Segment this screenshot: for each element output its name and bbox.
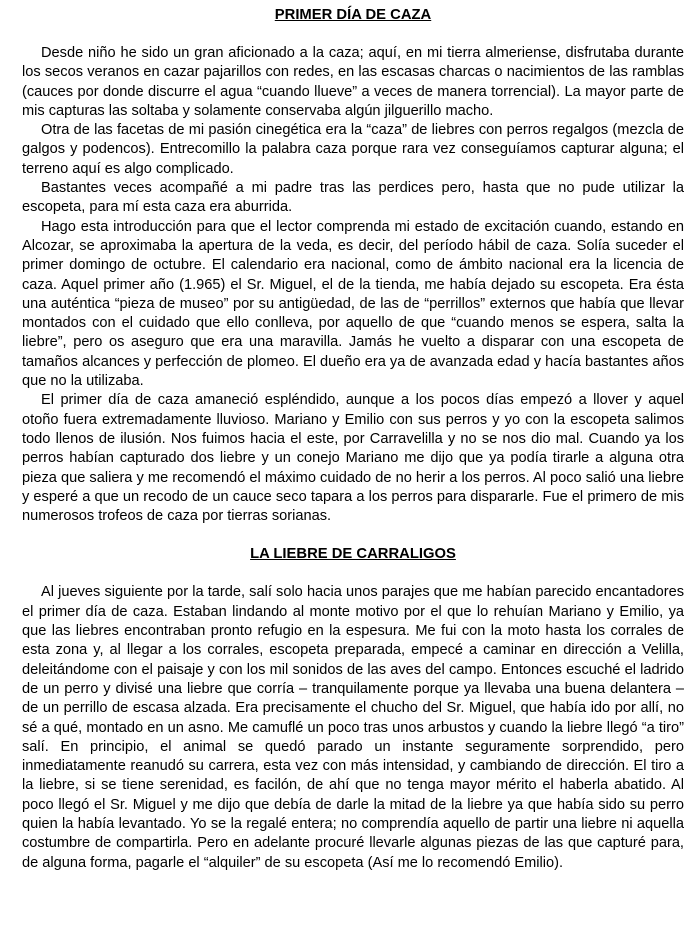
paragraph: Bastantes veces acompañé a mi padre tras las perdices pero, hasta que no pude utilizar la escopeta, para mí esta caza era aburrida. xyxy=(22,180,684,216)
paragraph: Otra de las facetas de mi pasión cinegética era la “caza” de liebres con perros regalgos (mezcla de galgos y podencos). Entrecomillo la palabra caza porque rara vez conseguíamos capturar alguna; el terreno aquí es algo complicado. xyxy=(22,122,684,177)
section-title-liebre-carraligos: LA LIEBRE DE CARRALIGOS xyxy=(250,546,456,563)
paragraph: Hago esta introducción para que el lector comprenda mi estado de excitación cuando, estando en Alcozar, se aproximaba la apertura de la veda, es decir, del período hábil de caza. Solía suceder el primer domingo de octubre. El calendario era nacional, como de ámbito nacional era la licencia de caza. Aquel primer año (1.965) el Sr. Miguel, el de la tienda, me había dejado su escopeta. Era ésta una auténtica “pieza de museo” por su antigüedad, de las de “perrillos” externos que había que llevar montados con el cuidado que ello conlleva, por aquello de que “cuando menos se espera, salta la liebre”, pero os aseguro que era una maravilla. Jamás he vuelto a disparar con una escopeta de tamaños alcances y perfección de plomeo. El dueño era ya de avanzada edad y hacía bastantes años que no la utilizaba. xyxy=(22,218,684,390)
paragraph: Desde niño he sido un gran aficionado a la caza; aquí, en mi tierra almeriense, disfrutaba durante los secos veranos en cazar pajarillos con redes, en las escasas charcas o nacimientos de las ramblas (cauces por donde discurre el agua “cuando llueve” a veces de manera torrencial). La mayor parte de mis capturas las soltaba y solamente conservaba algún jilguerillo macho. xyxy=(22,45,684,119)
paragraph: Al jueves siguiente por la tarde, salí solo hacia unos parajes que me habían parecido encantadores el primer día de caza. Estaban lindando al monte motivo por el que lo rehuían Mariano y Emilio, ya que las liebres encontraban pronto refugio en la espesura. Me fui con la moto hasta los corrales de esta zona y, al llegar a los corrales, escopeta preparada, empecé a caminar en dirección a Velilla, deleitándome con el paisaje y con los mil sonidos de las aves del campo. Entonces escuché el ladrido de un perro y divisé una liebre que corría – tranquilamente porque ya llevaba una buena delantera – de un perrillo de escasa alzada. Era precisamente el chucho del Sr. Miguel, que había ido por allí, no sé a qué, montado en un asno. Me camuflé un poco tras unos arbustos y cuando la liebre llegó “a tiro” salí. En principio, el animal se quedó parado un instante seguramente sorprendido, pero inmediatamente reanudó su carrera, esta vez con más intensidad, y cambiando de dirección. El tiro a la liebre, si se tiene serenidad, es facilón, de ahí que no tenga mayor mérito el haberla abatido. Al poco llegó el Sr. Miguel y me dijo que debía de darle la mitad de la liebre ya que había sido su perro quien la había levantado. Yo se la regalé entera; no comprendía aquello de partir una liebre ni aquella costumbre de compartirla. Pero en adelante procuré llevarle algunas piezas de las que capturé para, de alguna forma, pagarle el “alquiler” de su escopeta (Así me lo recomendó Emilio). xyxy=(22,584,684,871)
paragraph: El primer día de caza amaneció espléndido, aunque a los pocos días empezó a llover y aquel otoño fuera extremadamente lluvioso. Mariano y Emilio con sus perros y yo con la escopeta salimos todo llenos de ilusión. Nos fuimos hacia el este, por Carravelilla y no se nos dio mal. Cuando ya los perros habían capturado dos liebre y un conejo Mariano me dijo que ya podía tirarle a alguna otra pieza que saliera y me recomendó el máximo cuidado de no herir a los perros. Al poco salió una liebre y esperé a que un recodo de un cauce seco tapara a los perros para dispararle. Fue el primero de mis numerosos trofeos de caza por tierras sorianas. xyxy=(22,392,684,525)
section-title-primer-dia: PRIMER DÍA DE CAZA xyxy=(274,7,432,23)
document-page xyxy=(22,6,684,873)
